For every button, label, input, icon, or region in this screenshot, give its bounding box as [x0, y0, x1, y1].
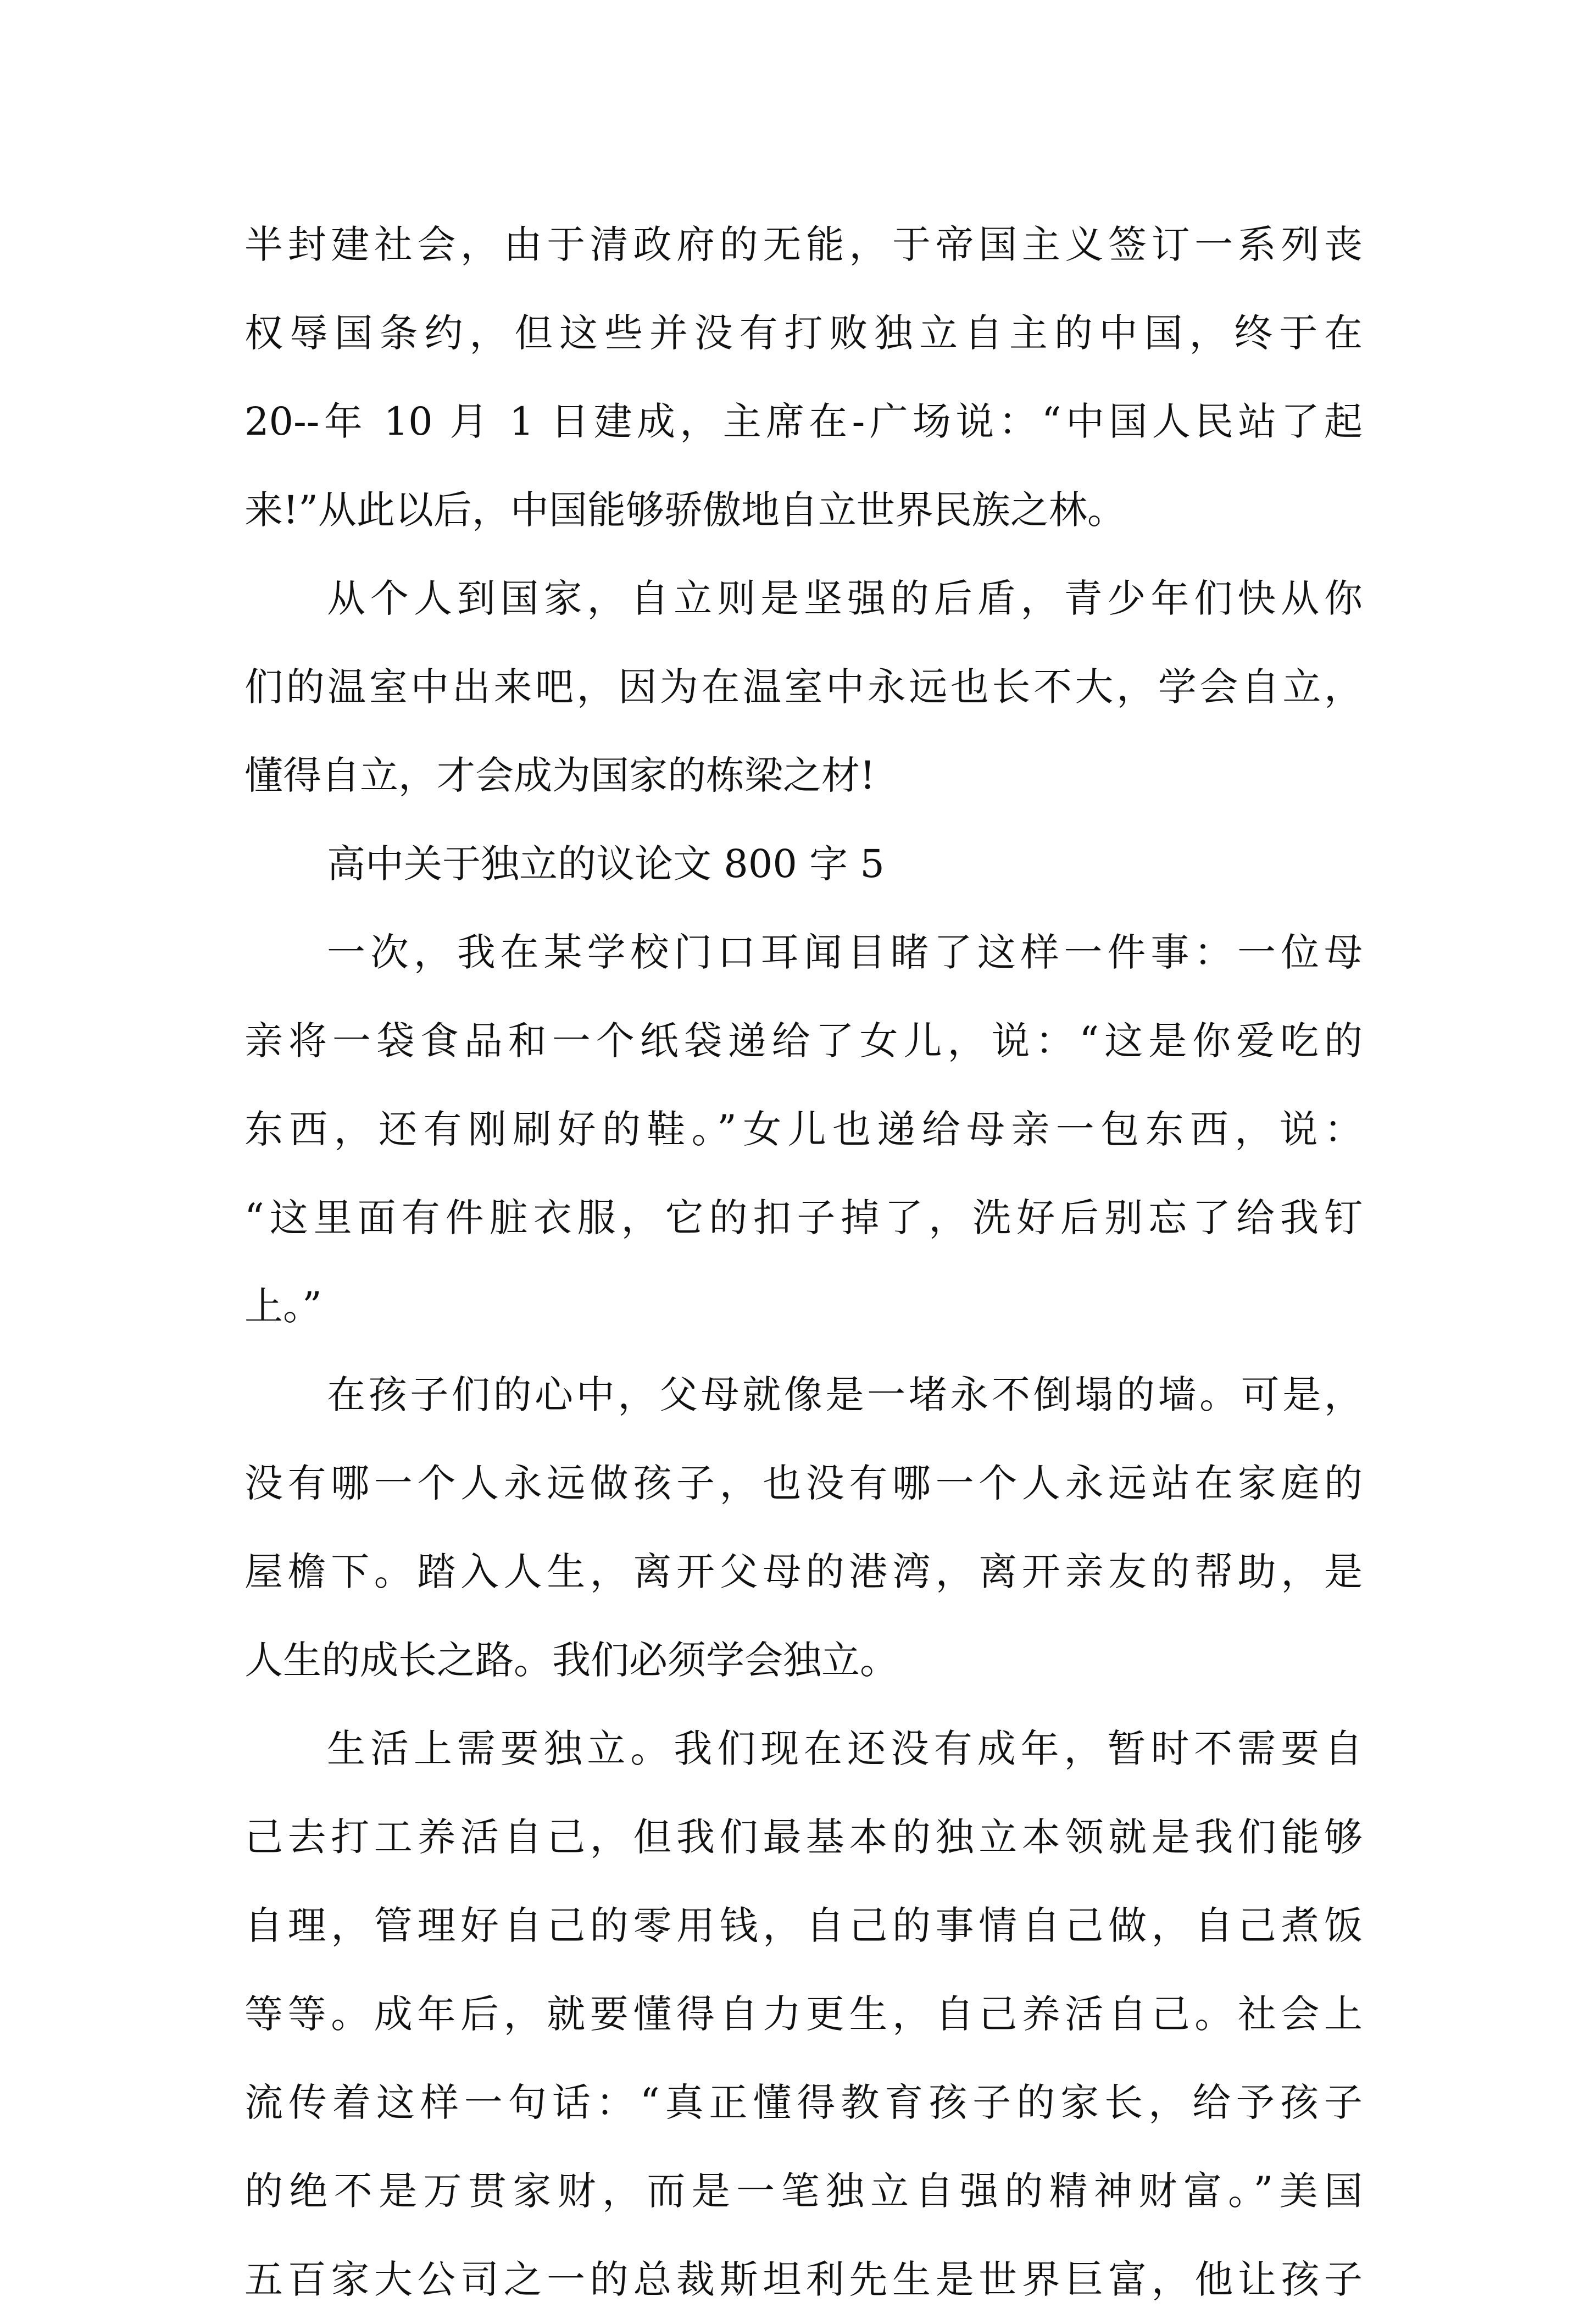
section-heading: 高中关于独立的议论文 800 字 5 — [327, 841, 885, 886]
text-line: 上。” — [244, 1284, 322, 1329]
text-line: 一次，我在某学校门口耳闻目睹了这样一件事：一位母 — [327, 930, 1363, 975]
text-line: 们的温室中出来吧，因为在温室中永远也长不大，学会自立， — [244, 664, 1363, 709]
text-line: 生活上需要独立。我们现在还没有成年，暂时不需要自 — [327, 1726, 1363, 1771]
text-line: “这里面有件脏衣服，它的扣子掉了，洗好后别忘了给我钉 — [244, 1195, 1363, 1240]
text-line: 半封建社会，由于清政府的无能，于帝国主义签订一系列丧 — [244, 222, 1363, 267]
text-line: 人生的成长之路。我们必须学会独立。 — [244, 1638, 898, 1683]
text-line: 20--年 10 月 1 日建成，主席在-广场说：“中国人民站了起 — [244, 399, 1363, 444]
document-body — [244, 201, 1363, 2324]
text-line: 在孩子们的心中，父母就像是一堵永不倒塌的墙。可是， — [327, 1372, 1363, 1417]
text-line: 流传着这样一句话：“真正懂得教育孩子的家长，给予孩子 — [244, 2080, 1363, 2125]
text-line: 从个人到国家，自立则是坚强的后盾，青少年们快从你 — [327, 576, 1363, 621]
text-line: 懂得自立，才会成为国家的栋梁之材! — [244, 753, 876, 798]
text-line: 己去打工养活自己，但我们最基本的独立本领就是我们能够 — [244, 1815, 1363, 1860]
text-line: 来!”从此以后，中国能够骄傲地自立世界民族之林。 — [244, 487, 1126, 533]
text-line: 亲将一袋食品和一个纸袋递给了女儿，说：“这是你爱吃的 — [244, 1018, 1363, 1063]
text-line: 等等。成年后，就要懂得自力更生，自己养活自己。社会上 — [244, 1992, 1363, 2037]
text-line: 五百家大公司之一的总裁斯坦利先生是世界巨富，他让孩子 — [244, 2257, 1363, 2302]
text-line: 权辱国条约，但这些并没有打败独立自主的中国，终于在 — [244, 310, 1363, 356]
text-line: 屋檐下。踏入人生，离开父母的港湾，离开亲友的帮助，是 — [244, 1549, 1363, 1594]
text-line: 自理，管理好自己的零用钱，自己的事情自己做，自己煮饭 — [244, 1903, 1363, 1948]
text-line: 没有哪一个人永远做孩子，也没有哪一个人永远站在家庭的 — [244, 1461, 1363, 1506]
text-line: 东西，还有刚刷好的鞋。”女儿也递给母亲一包东西，说： — [244, 1107, 1363, 1152]
text-line: 的绝不是万贯家财，而是一笔独立自强的精神财富。”美国 — [244, 2168, 1363, 2214]
